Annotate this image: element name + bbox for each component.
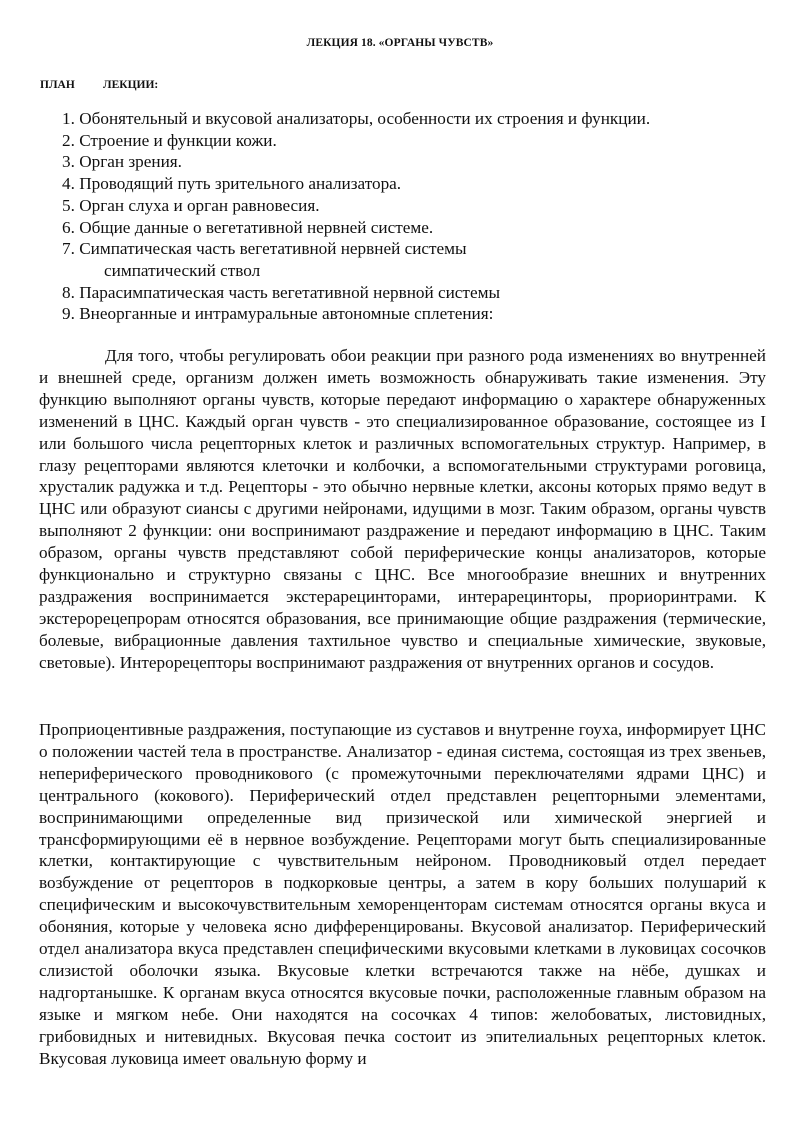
plan-item: 4. Проводящий путь зрительного анализатора. <box>62 174 402 194</box>
plan-item: 9. Внеорганные и интрамуральные автономные сплетения: <box>62 304 494 324</box>
plan-heading-word-1: ПЛАН <box>40 79 75 91</box>
plan-item: 7. Симпатическая часть вегетативной нервней системы <box>62 239 467 259</box>
plan-heading-word-2: ЛЕКЦИИ: <box>103 79 159 91</box>
plan-item: 1. Обонятельный и вкусовой анализаторы, особенности их строения и функции. <box>62 109 651 128</box>
plan-item: 5. Орган слуха и орган равновесия. <box>62 195 320 215</box>
plan-item: 6. Общие данные о вегетативной нервней системе. <box>62 217 434 237</box>
body-paragraph-2: Проприоцентивные раздражения, поступающие из суставов и внутренне гоуха, информирует ЦНС о положении частей тела в пространстве. Анализатор - единая система, состоящая из трех звеньев, непериферического проводникового (с промежуточными переключателями ядрами ЦНС) и центрального (кокового). Периферический отдел представлен рецепторными элементами, воспринимающими определенные вид призической или химической энергией и трансформирующими её в нервное возбуждение. Рецепторами могут быть специализированные клетки, контактирующие с чувствительным нейроном. Проводниковый отдел передает возбуждение от рецепторов в подкорковые центры, а затем в кору больших полушарий к специфическим и высокочувствительным хеморенценторам системам относятся органы вкуса и обоняния, которые у человека ясно дифференцированы. Вкусовой анализатор. Периферический отдел анализатора вкуса представлен специфическими вкусовыми клетками в луковицах сосочков слизистой оболочки языка. Вкусовые клетки встречаются также на нёбе, душках и надгортанышке. К органам вкуса относятся вкусовые почки, расположенные главным образом на языке и мягком небе. Они находятся на сосочках 4 типов: желобоватых, листовидных, грибовидных и нитевидных. Вкусовая печка состоит из эпителиальных рецепторных клеток. Вкусовая луковица имеет овальную форму и <box>39 720 766 1068</box>
lecture-plan-list <box>62 108 650 325</box>
plan-subitem-text: симпатический ствол <box>104 260 261 280</box>
plan-subitem <box>62 260 650 282</box>
body-paragraph-1: Для того, чтобы регулировать обои реакции при разного рода изменениях во внутренней и внешней среде, организм должен иметь возможность обнаруживать такие изменения. Эту функцию выполняют органы чувств, которые передают информацию о характере обнаруженных изменений в ЦНС. Каждый орган чувств - это специализированное образование, состоящее из I или большого числа рецепторных клеток и различных вспомогательных структур. Например, в глазу рецепторами являются клеточки и колбочки, а вспомогательными структурами роговица, хрусталик радужка и т.д. Рецепторы - это обычно нервные клетки, аксоны которых прямо ведут в ЦНС или образуют сиансы с другими нейронами, идущими в мозг. Таким образом, органы чувств выполняют 2 функции: они воспринимают раздражение и передают информацию в ЦНС. Таким образом, органы чувств представляют собой периферические концы анализаторов, которые функционально и структурно связаны с ЦНС. Все многообразие внешних и внутренних раздражения воспринимается экстерарецинторами, интерарецинторы, прориоринтрами. К экстерорецепрорам относятся образования, все принимающие общие раздражения (термические, болевые, вибрационные давления тахтильное чувство и специальные химические, звуковые, световые). Интерорецепторы воспринимают раздражения от внутренних органов и сосудов. <box>39 346 766 672</box>
plan-item: 8. Парасимпатическая часть вегетативной нервной системы <box>62 282 500 302</box>
plan-heading <box>40 79 158 91</box>
lecture-title: ЛЕКЦИЯ 18. «ОРГАНЫ ЧУВСТВ» <box>306 37 494 49</box>
plan-item: 2. Строение и функции кожи. <box>62 130 277 150</box>
plan-item: 3. Орган зрения. <box>62 152 182 172</box>
